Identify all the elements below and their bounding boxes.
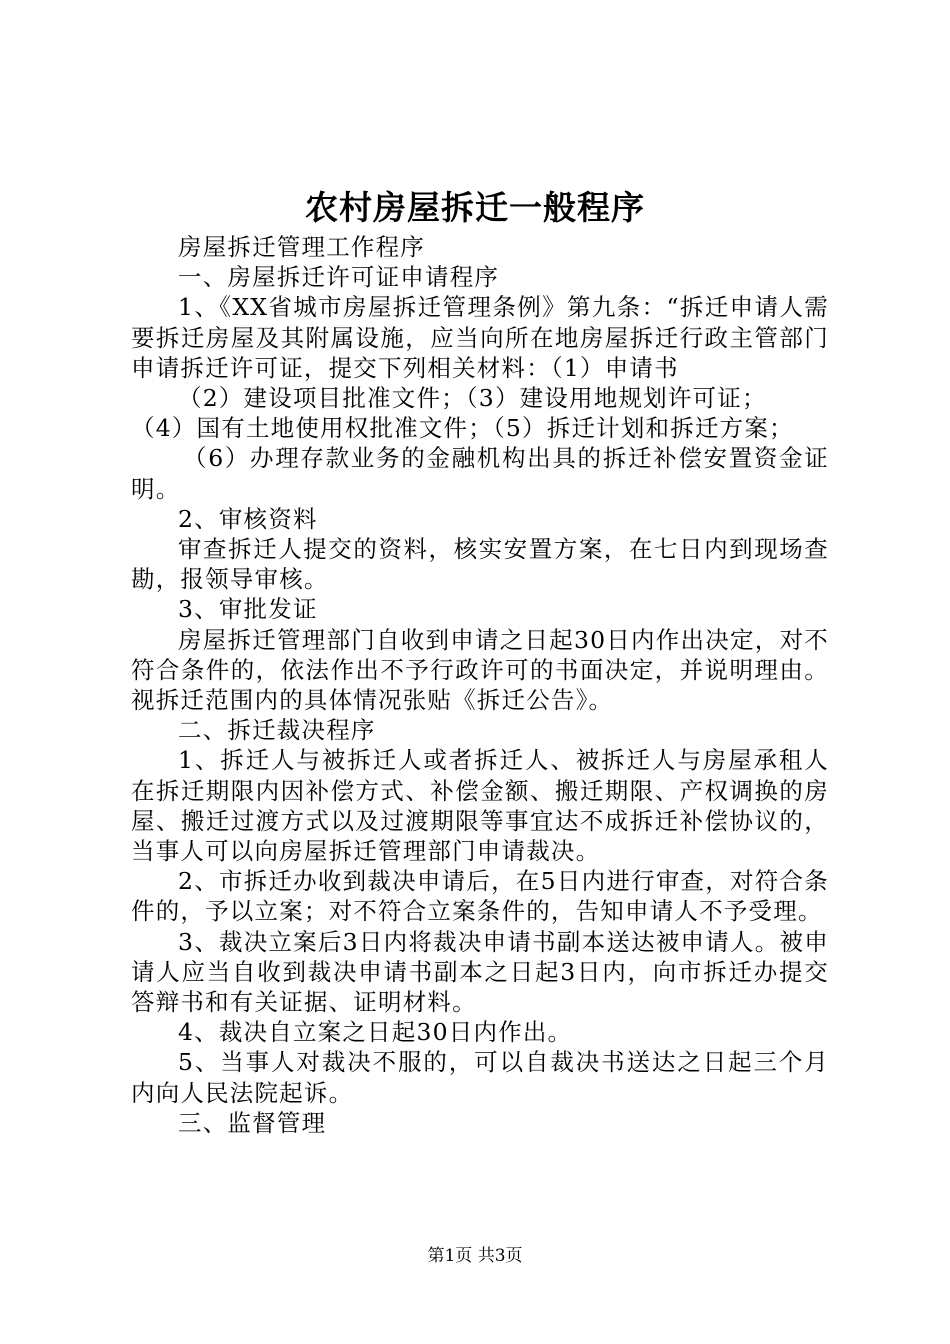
subheading: 3、审批发证 — [178, 595, 318, 624]
subheading: 2、审核资料 — [178, 504, 318, 533]
section-heading: 二、拆迁裁决程序 — [178, 716, 376, 745]
paragraph: （2）建设项目批准文件；（3）建设用地规划许可证； — [178, 384, 767, 413]
section-heading: 三、监督管理 — [178, 1108, 327, 1137]
document-title: 农村房屋拆迁一般程序 — [305, 188, 645, 227]
paragraph: 审查拆迁人提交的资料，核实安置方案，在七日内到现场查勘，报领导审核。 — [131, 535, 829, 594]
paragraph: 2、市拆迁办收到裁决申请后，在5日内进行审查，对符合条件的，予以立案；对不符合立案条件的，告知申请人不予受理。 — [131, 867, 829, 926]
paragraph: （4）国有土地使用权批准文件；（5）拆迁计划和拆迁方案； — [131, 414, 794, 443]
paragraph: （6）办理存款业务的金融机构出具的拆迁补偿安置资金证明。 — [131, 444, 829, 503]
paragraph: 1、《XX省城市房屋拆迁管理条例》第九条：“拆迁申请人需要拆迁房屋及其附属设施，应当向所在地房屋拆迁行政主管部门申请拆迁许可证，提交下列相关材料：（1）申请书 — [131, 293, 829, 382]
paragraph: 5、当事人对裁决不服的，可以自裁决书送达之日起三个月内向人民法院起诉。 — [131, 1048, 829, 1107]
paragraph: 4、裁决自立案之日起30日内作出。 — [178, 1018, 573, 1047]
paragraph: 房屋拆迁管理工作程序 — [178, 233, 425, 261]
paragraph: 1、拆迁人与被拆迁人或者拆迁人、被拆迁人与房屋承租人在拆迁期限内因补偿方式、补偿金额、搬迁期限、产权调换的房屋、搬迁过渡方式以及过渡期限等事宜达不成拆迁补偿协议的，当事人可以向房屋拆迁管理部门申请裁决。 — [131, 746, 829, 866]
paragraph: 3、裁决立案后3日内将裁决申请书副本送达被申请人。被申请人应当自收到裁决申请书副本之日起3日内，向市拆迁办提交答辩书和有关证据、证明材料。 — [131, 927, 829, 1017]
document-body — [131, 232, 829, 1138]
page-footer: 第1页 共3页 — [427, 1246, 523, 1266]
section-heading: 一、房屋拆迁许可证申请程序 — [178, 263, 500, 292]
paragraph: 房屋拆迁管理部门自收到申请之日起30日内作出决定，对不符合条件的，依法作出不予行政许可的书面决定，并说明理由。视拆迁范围内的具体情况张贴《拆迁公告》。 — [131, 625, 829, 715]
